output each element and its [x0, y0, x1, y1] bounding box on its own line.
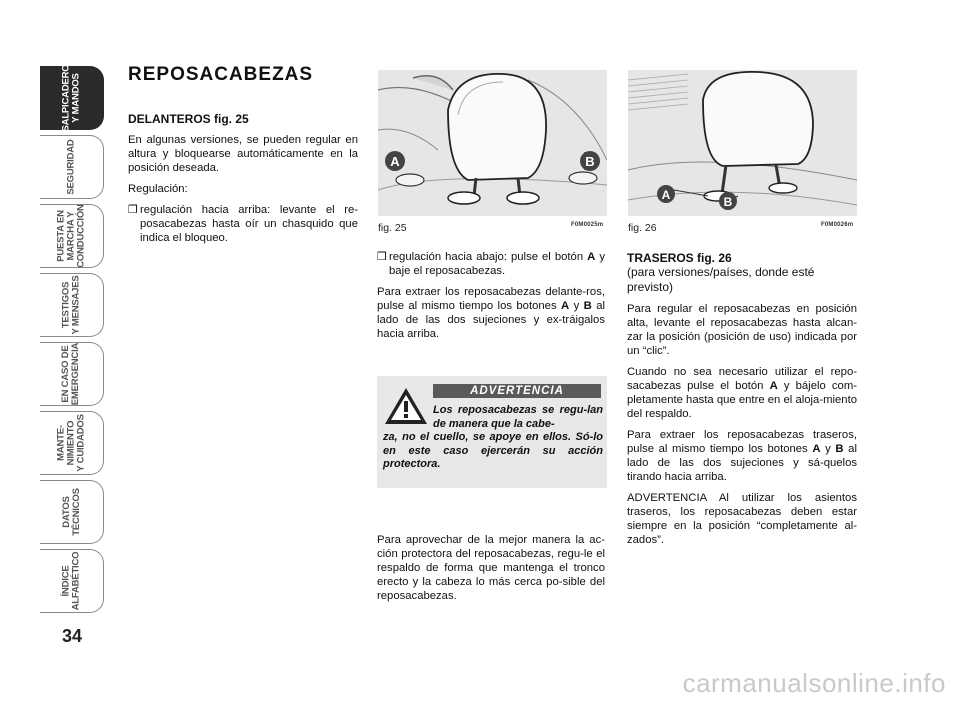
page-title: REPOSACABEZAS: [128, 64, 314, 85]
button-a-ref: A: [769, 380, 778, 392]
regulation-label: Regulación:: [128, 183, 188, 195]
tab-mantenimiento[interactable]: [40, 411, 104, 475]
rear-heading: TRASEROS fig. 26: [627, 251, 732, 265]
usage-paragraph: Para aprovechar de la mejor manera la ac-ción protectora del reposacabezas, regu-le el respaldo de forma que mantenga el tronco erecto y la cabeza lo más cerca po-sible del reposacabezas.: [377, 534, 605, 602]
button-b-ref: B: [835, 443, 844, 455]
rear-p3: Para extraer los reposacabezas traseros, pulse al mismo tiempo los botones A y B al lado de las dos sujeciones y sá-quelos tirando hacia arriba.: [627, 429, 857, 483]
bullet-down-text: regulación hacia abajo: pulse el botón A y baje el reposacabezas.: [389, 251, 605, 277]
column-front-continued: [377, 250, 605, 348]
rear-note: (para versiones/países, donde esté previsto): [627, 265, 815, 294]
warning-header: ADVERTENCIA: [433, 384, 601, 398]
tab-label: SALPICADERO Y MANDOS: [60, 64, 82, 132]
figure-25: [378, 70, 607, 216]
tab-label: SEGURIDAD: [65, 139, 77, 195]
figure-26-caption: fig. 26: [628, 222, 657, 234]
tab-puesta-en-marcha[interactable]: [40, 204, 104, 268]
front-intro: En algunas versiones, se pueden regular en altura y bloquearse automáticamente en la posición deseada.: [128, 134, 358, 174]
button-a-ref: A: [812, 443, 821, 455]
warning-box: [377, 376, 607, 488]
bullet-up: [128, 203, 358, 245]
warning-text: Los reposacabezas se regu-lan de manera que la cabe- za, no el cuello, se apoye en ellos. Só-lo en este caso ejercerán su acción protectora.: [383, 404, 603, 470]
checkbox-glyph-icon: ❒: [377, 251, 387, 263]
tab-label: ÍNDICE ALFABÉTICO: [60, 551, 82, 611]
tab-label: DATOS TÉCNICOS: [60, 488, 82, 536]
page-number: 34: [62, 626, 83, 646]
tab-label: EN CASO DE EMERGENCIA: [60, 342, 82, 406]
tab-testigos[interactable]: [40, 273, 104, 337]
tab-salpicadero[interactable]: [40, 66, 104, 130]
button-b-ref: B: [583, 300, 592, 312]
tab-label: PUESTA EN MARCHA Y CONDUCCIÓN: [55, 204, 87, 268]
figure-25-code: F0M0025m: [571, 222, 604, 228]
figure-25-caption: fig. 25: [378, 222, 407, 234]
rear-headrest-illustration: [628, 70, 857, 216]
tab-indice[interactable]: [40, 549, 104, 613]
rear-p2: Cuando no sea necesario utilizar el repo-sacabezas pulse el botón A y bájelo com-pletamente hasta que entre en el aloja-miento del respaldo.: [627, 366, 857, 420]
front-heading: DELANTEROS fig. 25: [128, 112, 249, 126]
column-rear: [627, 251, 857, 554]
callout-a: A: [390, 154, 400, 169]
button-a-ref: A: [587, 251, 596, 263]
watermark: carmanualsonline.info: [682, 668, 946, 698]
button-a-ref: A: [561, 300, 570, 312]
callout-a: A: [661, 188, 671, 202]
tab-datos-tecnicos[interactable]: [40, 480, 104, 544]
section-tabs: [40, 66, 108, 626]
callout-b: B: [723, 195, 733, 209]
front-remove-text: Para extraer los reposacabezas delante-ros, pulse al mismo tiempo los botones A y B al lado de las dos sujeciones y ex-tráigalos hacia arriba.: [377, 286, 605, 340]
bullet-down: [377, 250, 605, 278]
tab-label: TESTIGOS Y MENSAJES: [60, 275, 82, 335]
figure-26: [628, 70, 857, 216]
column-front: [128, 64, 358, 252]
rear-p4: ADVERTENCIA Al utilizar los asientos traseros, los reposacabezas deben estar siempre en la posición “completamente al-zados”.: [627, 492, 857, 546]
front-headrest-illustration: [378, 70, 607, 216]
callout-b: B: [585, 154, 595, 169]
tab-emergencia[interactable]: [40, 342, 104, 406]
rear-p1: Para regular el reposacabezas en posición alta, levante el reposacabezas hasta alcan-zar la posición (posición de uso) indicada por un “clic”.: [627, 303, 857, 357]
bullet-up-text: regulación hacia arriba: levante el re-posacabezas hasta oír un chasquido que indica el bloqueo.: [140, 204, 358, 244]
checkbox-glyph-icon: ❒: [128, 204, 138, 216]
figure-26-code: F0M0026m: [821, 222, 854, 228]
tab-label: MANTE- NIMIENTO Y CUIDADOS: [55, 414, 87, 472]
usage-paragraph-block: [377, 533, 605, 610]
tab-seguridad[interactable]: [40, 135, 104, 199]
